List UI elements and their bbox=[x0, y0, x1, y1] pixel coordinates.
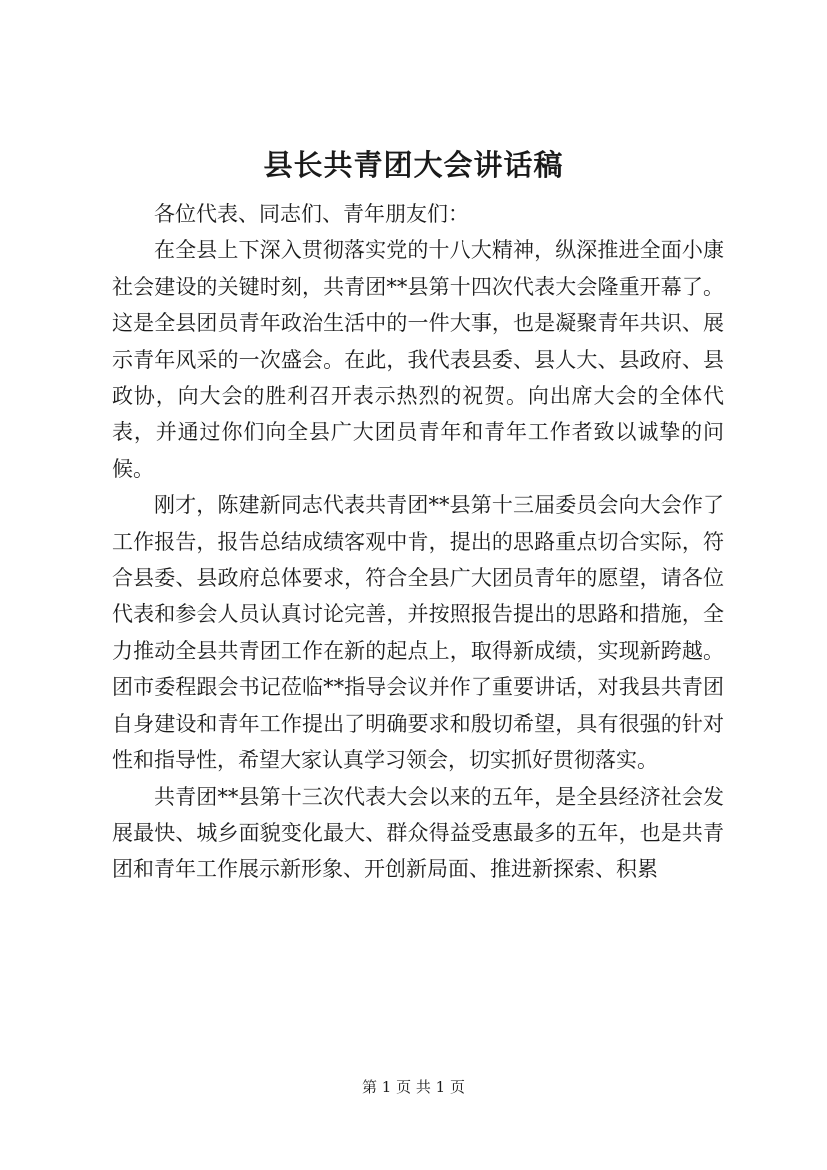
salutation: 各位代表、同志们、青年朋友们： bbox=[154, 202, 469, 226]
paragraph-2: 刚才，陈建新同志代表共青团**县第十三届委员会向大会作了工作报告，报告总结成绩客观中肯，提出的思路重点切合实际，符合县委、县政府总体要求，符合全县广大团员青年的愿望，请各位代表和参会人员认真讨论完善，并按照报告提出的思路和措施，全力推动全县共青团工作在新的起点上，取得新成绩，实现新跨越。团市委程跟会书记莅临**指导会议并作了重要讲话，对我县共青团自身建设和青年工作提出了明确要求和殷切希望，具有很强的针对性和指导性，希望大家认真学习领会，切实抓好贯彻落实。 bbox=[112, 493, 724, 773]
paragraph-1: 在全县上下深入贯彻落实党的十八大精神，纵深推进全面小康社会建设的关键时刻，共青团**县第十四次代表大会隆重开幕了。这是全县团员青年政治生活中的一件大事，也是凝聚青年共识、展示青年风采的一次盛会。在此，我代表县委、县人大、县政府、县政协，向大会的胜利召开表示热烈的祝贺。向出席大会的全体代表，并通过你们向全县广大团员青年和青年工作者致以诚挚的问候。 bbox=[112, 238, 724, 481]
paragraph-3: 共青团**县第十三次代表大会以来的五年，是全县经济社会发展最快、城乡面貌变化最大、群众得益受惠最多的五年，也是共青团和青年工作展示新形象、开创新局面、推进新探索、积累 bbox=[112, 784, 724, 882]
document-title: 县长共青团大会讲话稿 bbox=[263, 148, 564, 182]
document-body bbox=[112, 196, 724, 888]
page-number-footer: 第 1 页 共 1 页 bbox=[362, 1078, 465, 1096]
